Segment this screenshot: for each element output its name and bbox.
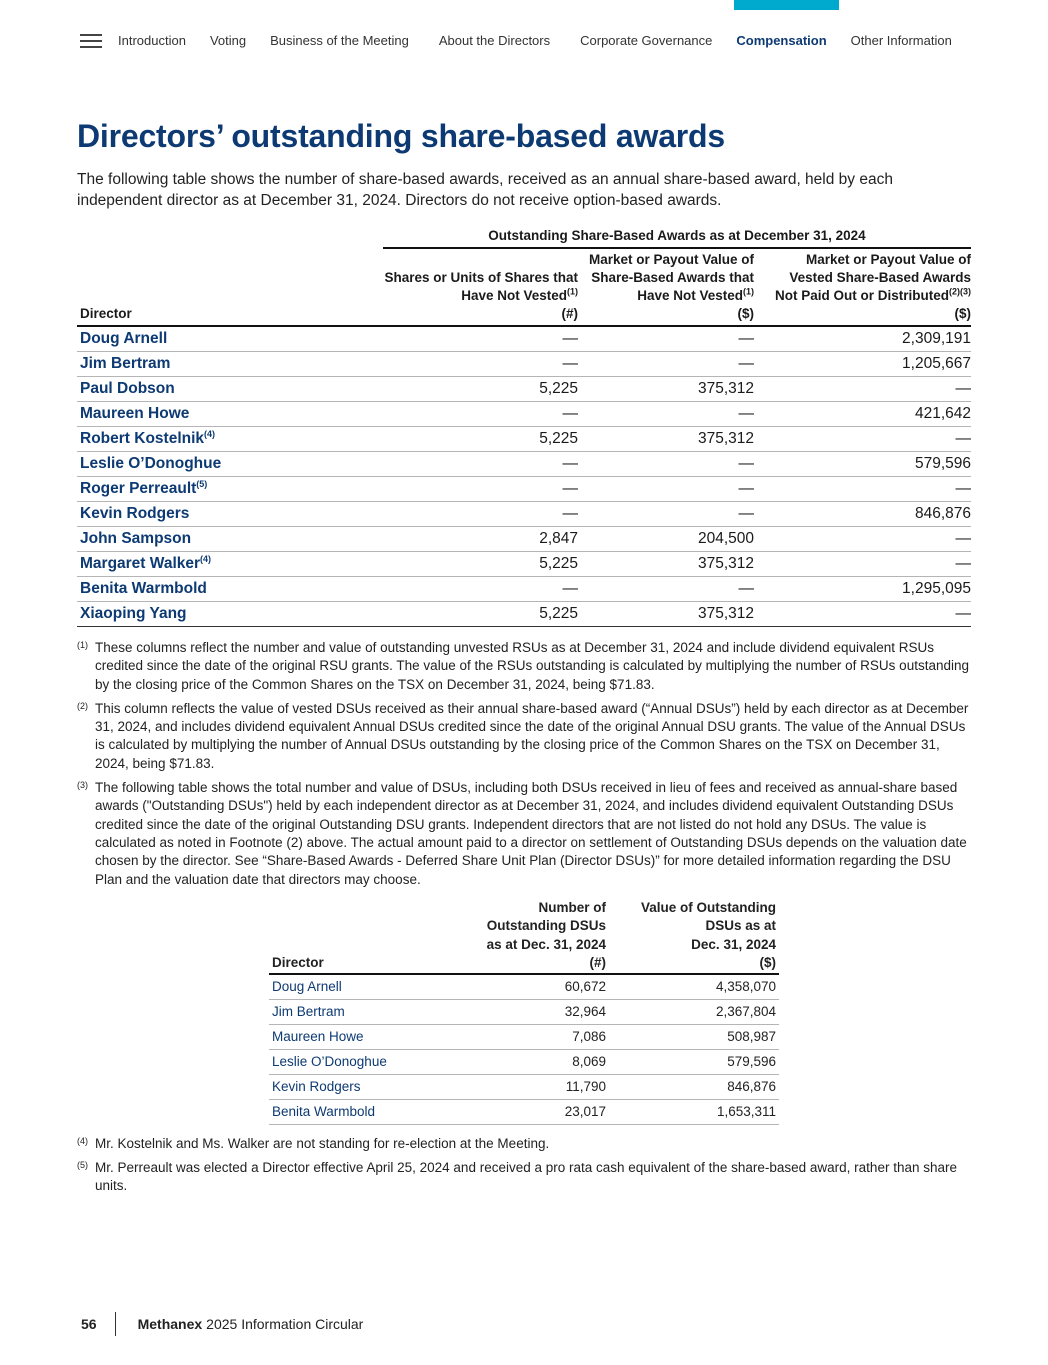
nav-voting[interactable]: Voting xyxy=(209,33,247,48)
footnote-2: (2) This column reflects the value of vested DSUs received as their annual share-based award (“Annual DSUs”) held by each director as at December 31, 2024, and includes dividend equivalent Annual DSUs credited since the date of the original Annual DSU grants. The value of the Annual DSUs is calculated by multiplying the number of Annual DSUs outstanding by the closing price of the Common Shares on the TSX on December 31, 2024, being $71.83. xyxy=(77,700,969,771)
table-row xyxy=(77,577,971,602)
vested-value-cell: 1,205,667 xyxy=(754,352,971,377)
vested-value-cell: — xyxy=(754,477,971,502)
table-row xyxy=(269,974,779,1000)
vested-value-cell: — xyxy=(754,377,971,402)
dsu-director-name: Leslie O’Donoghue xyxy=(269,1049,469,1074)
dsu-col-header-value: Value of Outstanding DSUs as at Dec. 31, 2024 ($) xyxy=(609,899,779,974)
dsu-number-cell: 32,964 xyxy=(469,999,609,1024)
table-row xyxy=(77,477,971,502)
director-name: Robert Kostelnik$^{(4)}$ xyxy=(77,427,383,452)
table-row xyxy=(77,352,971,377)
col-header-director: Director xyxy=(77,248,383,326)
director-name: Kevin Rodgers xyxy=(77,502,383,527)
director-name: Paul Dobson xyxy=(77,377,383,402)
footnote-3: (3) The following table shows the total number and value of DSUs, including both DSUs received in lieu of fees and received as annual-share based awards ("Outstanding DSUs") held by each independent director as at December 31, 2024, and includes dividend equivalent Outstanding DSUs credited since the date of the original Outstanding DSU grants. Independent directors that are not listed do not hold any DSUs. The value is calculated as noted in Footnote (2) above. The actual amount paid to a director on settlement of Outstanding DSUs depends on the valuation date chosen by the director. See “Share-Based Awards - Deferred Share Unit Plan (Director DSUs)” for more detailed information regarding the DSU Plan and the valuation date that directors may choose. xyxy=(77,780,967,887)
director-name: Jim Bertram xyxy=(77,352,383,377)
group-header: Outstanding Share-Based Awards as at December 31, 2024 xyxy=(383,225,971,248)
nav-corporate-governance[interactable]: Corporate Governance xyxy=(580,33,713,48)
footnote-1: (1) These columns reflect the number and value of outstanding unvested RSUs as at December 31, 2024 and include dividend equivalent RSUs credited since the date of the original RSU grants. The value of the RSUs outstanding is calculated by multiplying the number of RSUs outstanding by the closing price of the Common Shares on the TSX on December 31, 2024, being $71.83. xyxy=(77,640,969,692)
unvested-value-cell: — xyxy=(578,352,754,377)
table-row xyxy=(269,1099,779,1124)
outstanding-dsus-table xyxy=(269,899,779,1125)
table-row xyxy=(269,1074,779,1099)
vested-value-cell: 579,596 xyxy=(754,452,971,477)
col-header-vested-value: Market or Payout Value of Vested Share-Based Awards Not Paid Out or Distributed$^{(2)(3)}$ ($) xyxy=(754,248,971,326)
vested-value-cell: 846,876 xyxy=(754,502,971,527)
page-title: Directors’ outstanding share-based awards xyxy=(77,118,725,154)
footnotes xyxy=(77,639,971,1196)
unvested-units-cell: 5,225 xyxy=(383,552,578,577)
dsu-value-cell: 579,596 xyxy=(609,1049,779,1074)
col-header-unvested-value: Market or Payout Value of Share-Based Awards that Have Not Vested$^{(1)}$ ($) xyxy=(578,248,754,326)
director-name: Leslie O’Donoghue xyxy=(77,452,383,477)
page-number: 56 xyxy=(81,1316,97,1332)
hamburger-menu-icon[interactable] xyxy=(80,34,102,48)
dsu-director-name: Maureen Howe xyxy=(269,1024,469,1049)
vested-value-cell: 2,309,191 xyxy=(754,326,971,352)
table-row xyxy=(77,552,971,577)
table-row xyxy=(77,502,971,527)
table-row xyxy=(77,402,971,427)
dsu-number-cell: 8,069 xyxy=(469,1049,609,1074)
page-footer xyxy=(81,1312,363,1336)
table-row xyxy=(77,452,971,477)
top-navigation xyxy=(80,33,976,48)
dsu-value-cell: 508,987 xyxy=(609,1024,779,1049)
unvested-units-cell: — xyxy=(383,577,578,602)
director-name: Margaret Walker$^{(4)}$ xyxy=(77,552,383,577)
footnote-4: (4) Mr. Kostelnik and Ms. Walker are not standing for re-election at the Meeting. xyxy=(77,1135,550,1151)
vested-value-cell: 421,642 xyxy=(754,402,971,427)
dsu-value-cell: 4,358,070 xyxy=(609,974,779,1000)
footer-divider xyxy=(115,1312,116,1336)
director-name: Maureen Howe xyxy=(77,402,383,427)
dsu-number-cell: 60,672 xyxy=(469,974,609,1000)
unvested-value-cell: — xyxy=(578,477,754,502)
nav-introduction[interactable]: Introduction xyxy=(118,33,186,48)
director-name: Doug Arnell xyxy=(77,326,383,352)
vested-value-cell: — xyxy=(754,527,971,552)
footnote-5: (5) Mr. Perreault was elected a Director effective April 25, 2024 and received a pro rata cash equivalent of the share-based award, rather than share units. xyxy=(77,1160,957,1194)
dsu-director-name: Jim Bertram xyxy=(269,999,469,1024)
page-content xyxy=(77,118,971,1202)
dsu-number-cell: 23,017 xyxy=(469,1099,609,1124)
table-row xyxy=(77,326,971,352)
table-row xyxy=(77,377,971,402)
table-row xyxy=(77,427,971,452)
unvested-units-cell: — xyxy=(383,477,578,502)
unvested-value-cell: — xyxy=(578,502,754,527)
unvested-value-cell: — xyxy=(578,577,754,602)
unvested-units-cell: — xyxy=(383,326,578,352)
unvested-value-cell: — xyxy=(578,326,754,352)
footer-brand: Methanex xyxy=(137,1316,203,1332)
unvested-units-cell: — xyxy=(383,402,578,427)
unvested-value-cell: 204,500 xyxy=(578,527,754,552)
unvested-units-cell: — xyxy=(383,352,578,377)
vested-value-cell: — xyxy=(754,602,971,627)
director-name: Xiaoping Yang xyxy=(77,602,383,627)
table-row xyxy=(269,1049,779,1074)
unvested-value-cell: 375,312 xyxy=(578,427,754,452)
nav-about-the-directors[interactable]: About the Directors xyxy=(438,33,551,48)
unvested-value-cell: — xyxy=(578,402,754,427)
vested-value-cell: — xyxy=(754,427,971,452)
dsu-director-name: Kevin Rodgers xyxy=(269,1074,469,1099)
table-row xyxy=(77,602,971,627)
nav-other-information[interactable]: Other Information xyxy=(850,33,952,48)
active-section-indicator xyxy=(734,0,839,10)
unvested-units-cell: — xyxy=(383,452,578,477)
unvested-value-cell: 375,312 xyxy=(578,602,754,627)
unvested-units-cell: 5,225 xyxy=(383,377,578,402)
col-header-unvested-units: Shares or Units of Shares that Have Not Vested$^{(1)}$ (#) xyxy=(383,248,578,326)
director-name: Roger Perreault$^{(5)}$ xyxy=(77,477,383,502)
dsu-value-cell: 1,653,311 xyxy=(609,1099,779,1124)
table-row xyxy=(269,999,779,1024)
unvested-units-cell: 5,225 xyxy=(383,427,578,452)
director-name: Benita Warmbold xyxy=(77,577,383,602)
unvested-value-cell: 375,312 xyxy=(578,377,754,402)
table-row xyxy=(77,527,971,552)
unvested-units-cell: 5,225 xyxy=(383,602,578,627)
unvested-units-cell: 2,847 xyxy=(383,527,578,552)
unvested-value-cell: 375,312 xyxy=(578,552,754,577)
vested-value-cell: 1,295,095 xyxy=(754,577,971,602)
intro-paragraph: The following table shows the number of share-based awards, received as an annual share-based award, held by each independent director as at December 31, 2024. Directors do not receive option-based awards. xyxy=(77,171,893,209)
dsu-value-cell: 846,876 xyxy=(609,1074,779,1099)
table-row xyxy=(269,1024,779,1049)
vested-value-cell: — xyxy=(754,552,971,577)
dsu-col-header-director: Director xyxy=(269,899,469,974)
unvested-units-cell: — xyxy=(383,502,578,527)
nav-business-of-the-meeting[interactable]: Business of the Meeting xyxy=(270,33,409,48)
dsu-value-cell: 2,367,804 xyxy=(609,999,779,1024)
share-based-awards-table xyxy=(77,225,971,627)
footer-doc-title: 2025 Information Circular xyxy=(206,1316,364,1332)
dsu-director-name: Benita Warmbold xyxy=(269,1099,469,1124)
dsu-number-cell: 11,790 xyxy=(469,1074,609,1099)
unvested-value-cell: — xyxy=(578,452,754,477)
dsu-director-name: Doug Arnell xyxy=(269,974,469,1000)
director-name: John Sampson xyxy=(77,527,383,552)
dsu-col-header-number: Number of Outstanding DSUs as at Dec. 31, 2024 (#) xyxy=(469,899,609,974)
dsu-number-cell: 7,086 xyxy=(469,1024,609,1049)
nav-compensation[interactable]: Compensation xyxy=(736,33,827,48)
